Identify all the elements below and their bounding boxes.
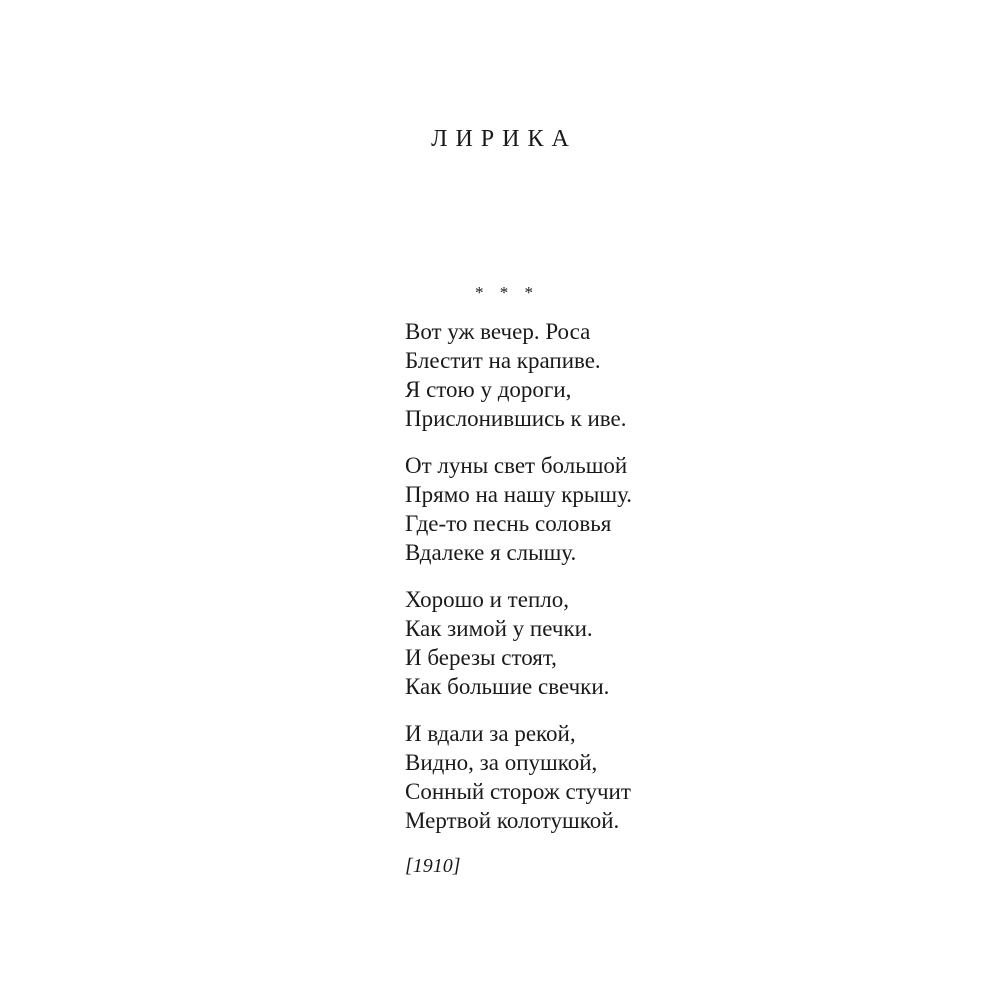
poem-separator: * * * [475,283,539,302]
poem-line: Вдалеке я слышу. [405,540,577,565]
poem-line: Где-то песнь соловья [405,511,612,536]
poem-line: Как большие свечки. [405,674,610,699]
section-title: ЛИРИКА [431,126,577,152]
poem-line: И березы стоят, [405,645,557,670]
poem-line: Блестит на крапиве. [405,348,601,373]
poem-line: От луны свет большой [405,453,628,478]
stanza [405,719,805,835]
poem-line: Прямо на нашу крышу. [405,482,633,507]
poem-line: Мертвой колотушкой. [405,808,620,833]
poem-line: Как зимой у печки. [405,616,593,641]
poem-line: Я стою у дороги, [405,377,572,402]
poem-date: [1910] [405,855,461,877]
stanza [405,317,805,433]
poem-line: Сонный сторож стучит [405,779,631,804]
poem-line: Видно, за опушкой, [405,750,598,775]
stanza [405,451,805,567]
poem [405,317,805,879]
stanza [405,585,805,701]
poem-line: И вдали за рекой, [405,721,576,746]
poem-line: Вот уж вечер. Роса [405,319,591,344]
poem-line: Прислонившись к иве. [405,406,627,431]
poem-line: Хорошо и тепло, [405,587,569,612]
